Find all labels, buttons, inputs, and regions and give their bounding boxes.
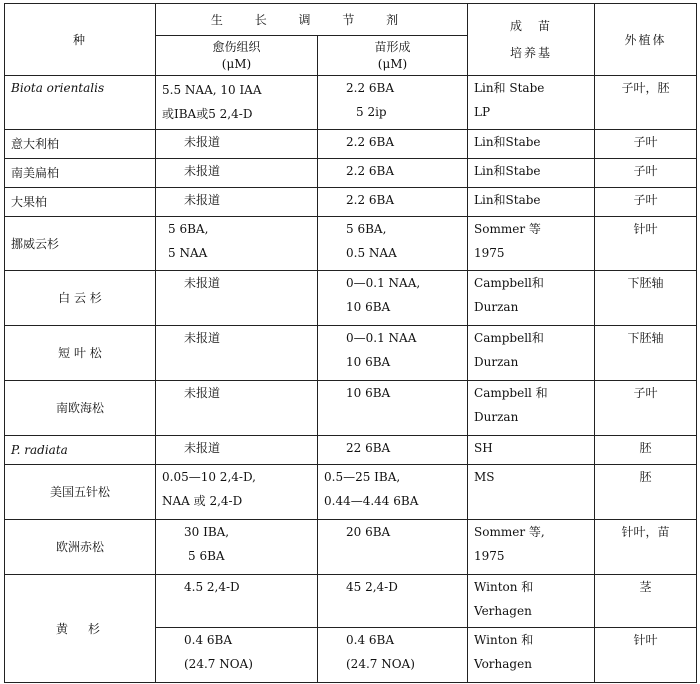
callus-line: 未报道 — [184, 193, 221, 207]
species-cell: P. radiata — [5, 436, 156, 465]
medium-cell — [468, 217, 595, 271]
medium-line: LP — [474, 105, 491, 119]
callus-line: 未报道 — [184, 441, 221, 455]
table-row — [5, 271, 697, 326]
explant-cell: 下胚轴 — [595, 271, 697, 326]
shoot-line: 10 6BA — [346, 300, 391, 314]
callus-cell — [156, 465, 318, 520]
callus-cell — [156, 76, 318, 130]
medium-line: Durzan — [474, 300, 519, 314]
callus-line: 5 6BA, — [168, 222, 209, 236]
callus-cell — [156, 130, 318, 159]
species-cell: 南美扁柏 — [5, 159, 156, 188]
medium-line: Winton 和 — [474, 580, 534, 594]
explant-cell: 针叶，苗 — [595, 520, 697, 575]
callus-cell — [156, 326, 318, 381]
table-row — [5, 326, 697, 381]
shoot-cell — [318, 188, 468, 217]
callus-cell — [156, 436, 318, 465]
shoot-header-unit: (μM) — [377, 56, 408, 71]
medium-cell — [468, 520, 595, 575]
medium-line: Vorhagen — [474, 657, 532, 671]
medium-cell — [468, 188, 595, 217]
species-cell: 短 叶 松 — [5, 326, 156, 381]
shoot-cell — [318, 575, 468, 628]
explant-header: 外植体 — [595, 4, 697, 76]
shoot-line: 0—0.1 NAA, — [346, 276, 421, 290]
shoot-line: 0—0.1 NAA — [346, 331, 417, 345]
medium-line: Sommer 等 — [474, 222, 541, 236]
medium-line: Sommer 等, — [474, 525, 545, 539]
shoot-cell — [318, 76, 468, 130]
callus-cell — [156, 520, 318, 575]
shoot-cell — [318, 326, 468, 381]
explant-cell: 胚 — [595, 465, 697, 520]
callus-line: 5 6BA — [188, 549, 225, 563]
shoot-line: 2.2 6BA — [346, 81, 395, 95]
callus-line: 0.4 6BA — [184, 633, 233, 647]
table-row — [5, 217, 697, 271]
medium-cell — [468, 130, 595, 159]
explant-cell: 子叶 — [595, 381, 697, 436]
callus-cell — [156, 575, 318, 628]
callus-line: 5.5 NAA, 10 IAA — [162, 83, 262, 97]
medium-line: Durzan — [474, 355, 519, 369]
medium-line: Campbell 和 — [474, 386, 548, 400]
callus-cell — [156, 188, 318, 217]
medium-header — [468, 4, 595, 76]
medium-line: 1975 — [474, 549, 505, 563]
shoot-cell — [318, 159, 468, 188]
table-row — [5, 575, 697, 628]
explant-cell: 子叶 — [595, 188, 697, 217]
shoot-cell — [318, 130, 468, 159]
medium-header-line2: 培养基 — [510, 45, 553, 60]
shoot-line: 0.5—25 IBA, — [324, 470, 401, 484]
callus-header — [156, 36, 318, 76]
table-row — [5, 159, 697, 188]
table-row — [5, 188, 697, 217]
medium-line: Campbell和 — [474, 331, 544, 345]
callus-cell — [156, 628, 318, 683]
species-cell: Biota orientalis — [5, 76, 156, 130]
growth-regulator-table — [4, 3, 697, 683]
shoot-cell — [318, 381, 468, 436]
table-row — [5, 76, 697, 130]
medium-line: Durzan — [474, 410, 519, 424]
shoot-line: 5 6BA, — [346, 222, 387, 236]
callus-line: 未报道 — [184, 276, 221, 290]
shoot-cell — [318, 628, 468, 683]
explant-cell: 子叶，胚 — [595, 76, 697, 130]
explant-cell: 子叶 — [595, 159, 697, 188]
medium-line: Lin和Stabe — [474, 193, 541, 207]
callus-cell — [156, 217, 318, 271]
callus-cell — [156, 159, 318, 188]
callus-line: 30 IBA, — [184, 525, 230, 539]
shoot-line: 0.4 6BA — [346, 633, 395, 647]
medium-line: Lin和 Stabe — [474, 81, 545, 95]
table-row — [5, 520, 697, 575]
callus-line: 或IBA或5 2,4-D — [162, 107, 253, 121]
explant-cell: 下胚轴 — [595, 326, 697, 381]
medium-line: Lin和Stabe — [474, 164, 541, 178]
medium-cell — [468, 76, 595, 130]
medium-cell — [468, 271, 595, 326]
species-cell: 挪威云杉 — [5, 217, 156, 271]
shoot-line: 2.2 6BA — [346, 135, 395, 149]
table-row — [5, 130, 697, 159]
species-cell: 黄 杉 — [5, 575, 156, 683]
medium-cell — [468, 326, 595, 381]
species-cell: 南欧海松 — [5, 381, 156, 436]
medium-line: Campbell和 — [474, 276, 544, 290]
table-row — [5, 436, 697, 465]
shoot-header-label: 苗形成 — [374, 39, 411, 54]
callus-line: 0.05—10 2,4-D, — [162, 470, 256, 484]
callus-cell — [156, 271, 318, 326]
medium-cell — [468, 381, 595, 436]
explant-cell: 针叶 — [595, 217, 697, 271]
callus-line: 未报道 — [184, 386, 221, 400]
shoot-line: 2.2 6BA — [346, 193, 395, 207]
shoot-line: 20 6BA — [346, 525, 391, 539]
callus-line: 未报道 — [184, 135, 221, 149]
callus-header-unit: (μM) — [221, 56, 252, 71]
medium-line: Winton 和 — [474, 633, 534, 647]
medium-cell — [468, 465, 595, 520]
shoot-line: 0.44—4.44 6BA — [324, 494, 419, 508]
medium-line: SH — [474, 441, 493, 455]
shoot-line: 5 2ip — [356, 105, 387, 119]
species-cell: 欧洲赤松 — [5, 520, 156, 575]
shoot-cell — [318, 465, 468, 520]
medium-cell — [468, 159, 595, 188]
callus-line: NAA 或 2,4-D — [162, 494, 243, 508]
species-cell: 白 云 杉 — [5, 271, 156, 326]
callus-cell — [156, 381, 318, 436]
explant-cell: 子叶 — [595, 130, 697, 159]
table-row — [5, 465, 697, 520]
callus-line: 4.5 2,4-D — [184, 580, 240, 594]
medium-cell — [468, 575, 595, 628]
table-row — [5, 381, 697, 436]
shoot-line: 10 6BA — [346, 355, 391, 369]
species-cell: 大果柏 — [5, 188, 156, 217]
shoot-line: 45 2,4-D — [346, 580, 398, 594]
species-cell: 美国五针松 — [5, 465, 156, 520]
medium-line: Lin和Stabe — [474, 135, 541, 149]
shoot-line: (24.7 NOA) — [346, 657, 415, 671]
shoot-line: 10 6BA — [346, 386, 391, 400]
medium-cell — [468, 628, 595, 683]
shoot-cell — [318, 217, 468, 271]
header-row-1 — [5, 4, 697, 36]
medium-line: MS — [474, 470, 495, 484]
explant-cell: 针叶 — [595, 628, 697, 683]
callus-line: 未报道 — [184, 164, 221, 178]
callus-line: (24.7 NOA) — [184, 657, 253, 671]
medium-line: Verhagen — [474, 604, 532, 618]
explant-cell: 胚 — [595, 436, 697, 465]
medium-cell — [468, 436, 595, 465]
explant-cell: 茎 — [595, 575, 697, 628]
callus-line: 5 NAA — [168, 246, 208, 260]
species-cell: 意大利柏 — [5, 130, 156, 159]
shoot-line: 0.5 NAA — [346, 246, 397, 260]
shoot-line: 22 6BA — [346, 441, 391, 455]
shoot-cell — [318, 436, 468, 465]
callus-header-label: 愈伤组织 — [212, 39, 261, 54]
species-header: 种 — [5, 4, 156, 76]
shoot-cell — [318, 520, 468, 575]
regulator-header: 生 长 调 节 剂 — [156, 4, 468, 36]
medium-header-line1: 成 苗 — [510, 18, 553, 33]
shoot-line: 2.2 6BA — [346, 164, 395, 178]
shoot-header — [318, 36, 468, 76]
shoot-cell — [318, 271, 468, 326]
medium-line: 1975 — [474, 246, 505, 260]
callus-line: 未报道 — [184, 331, 221, 345]
